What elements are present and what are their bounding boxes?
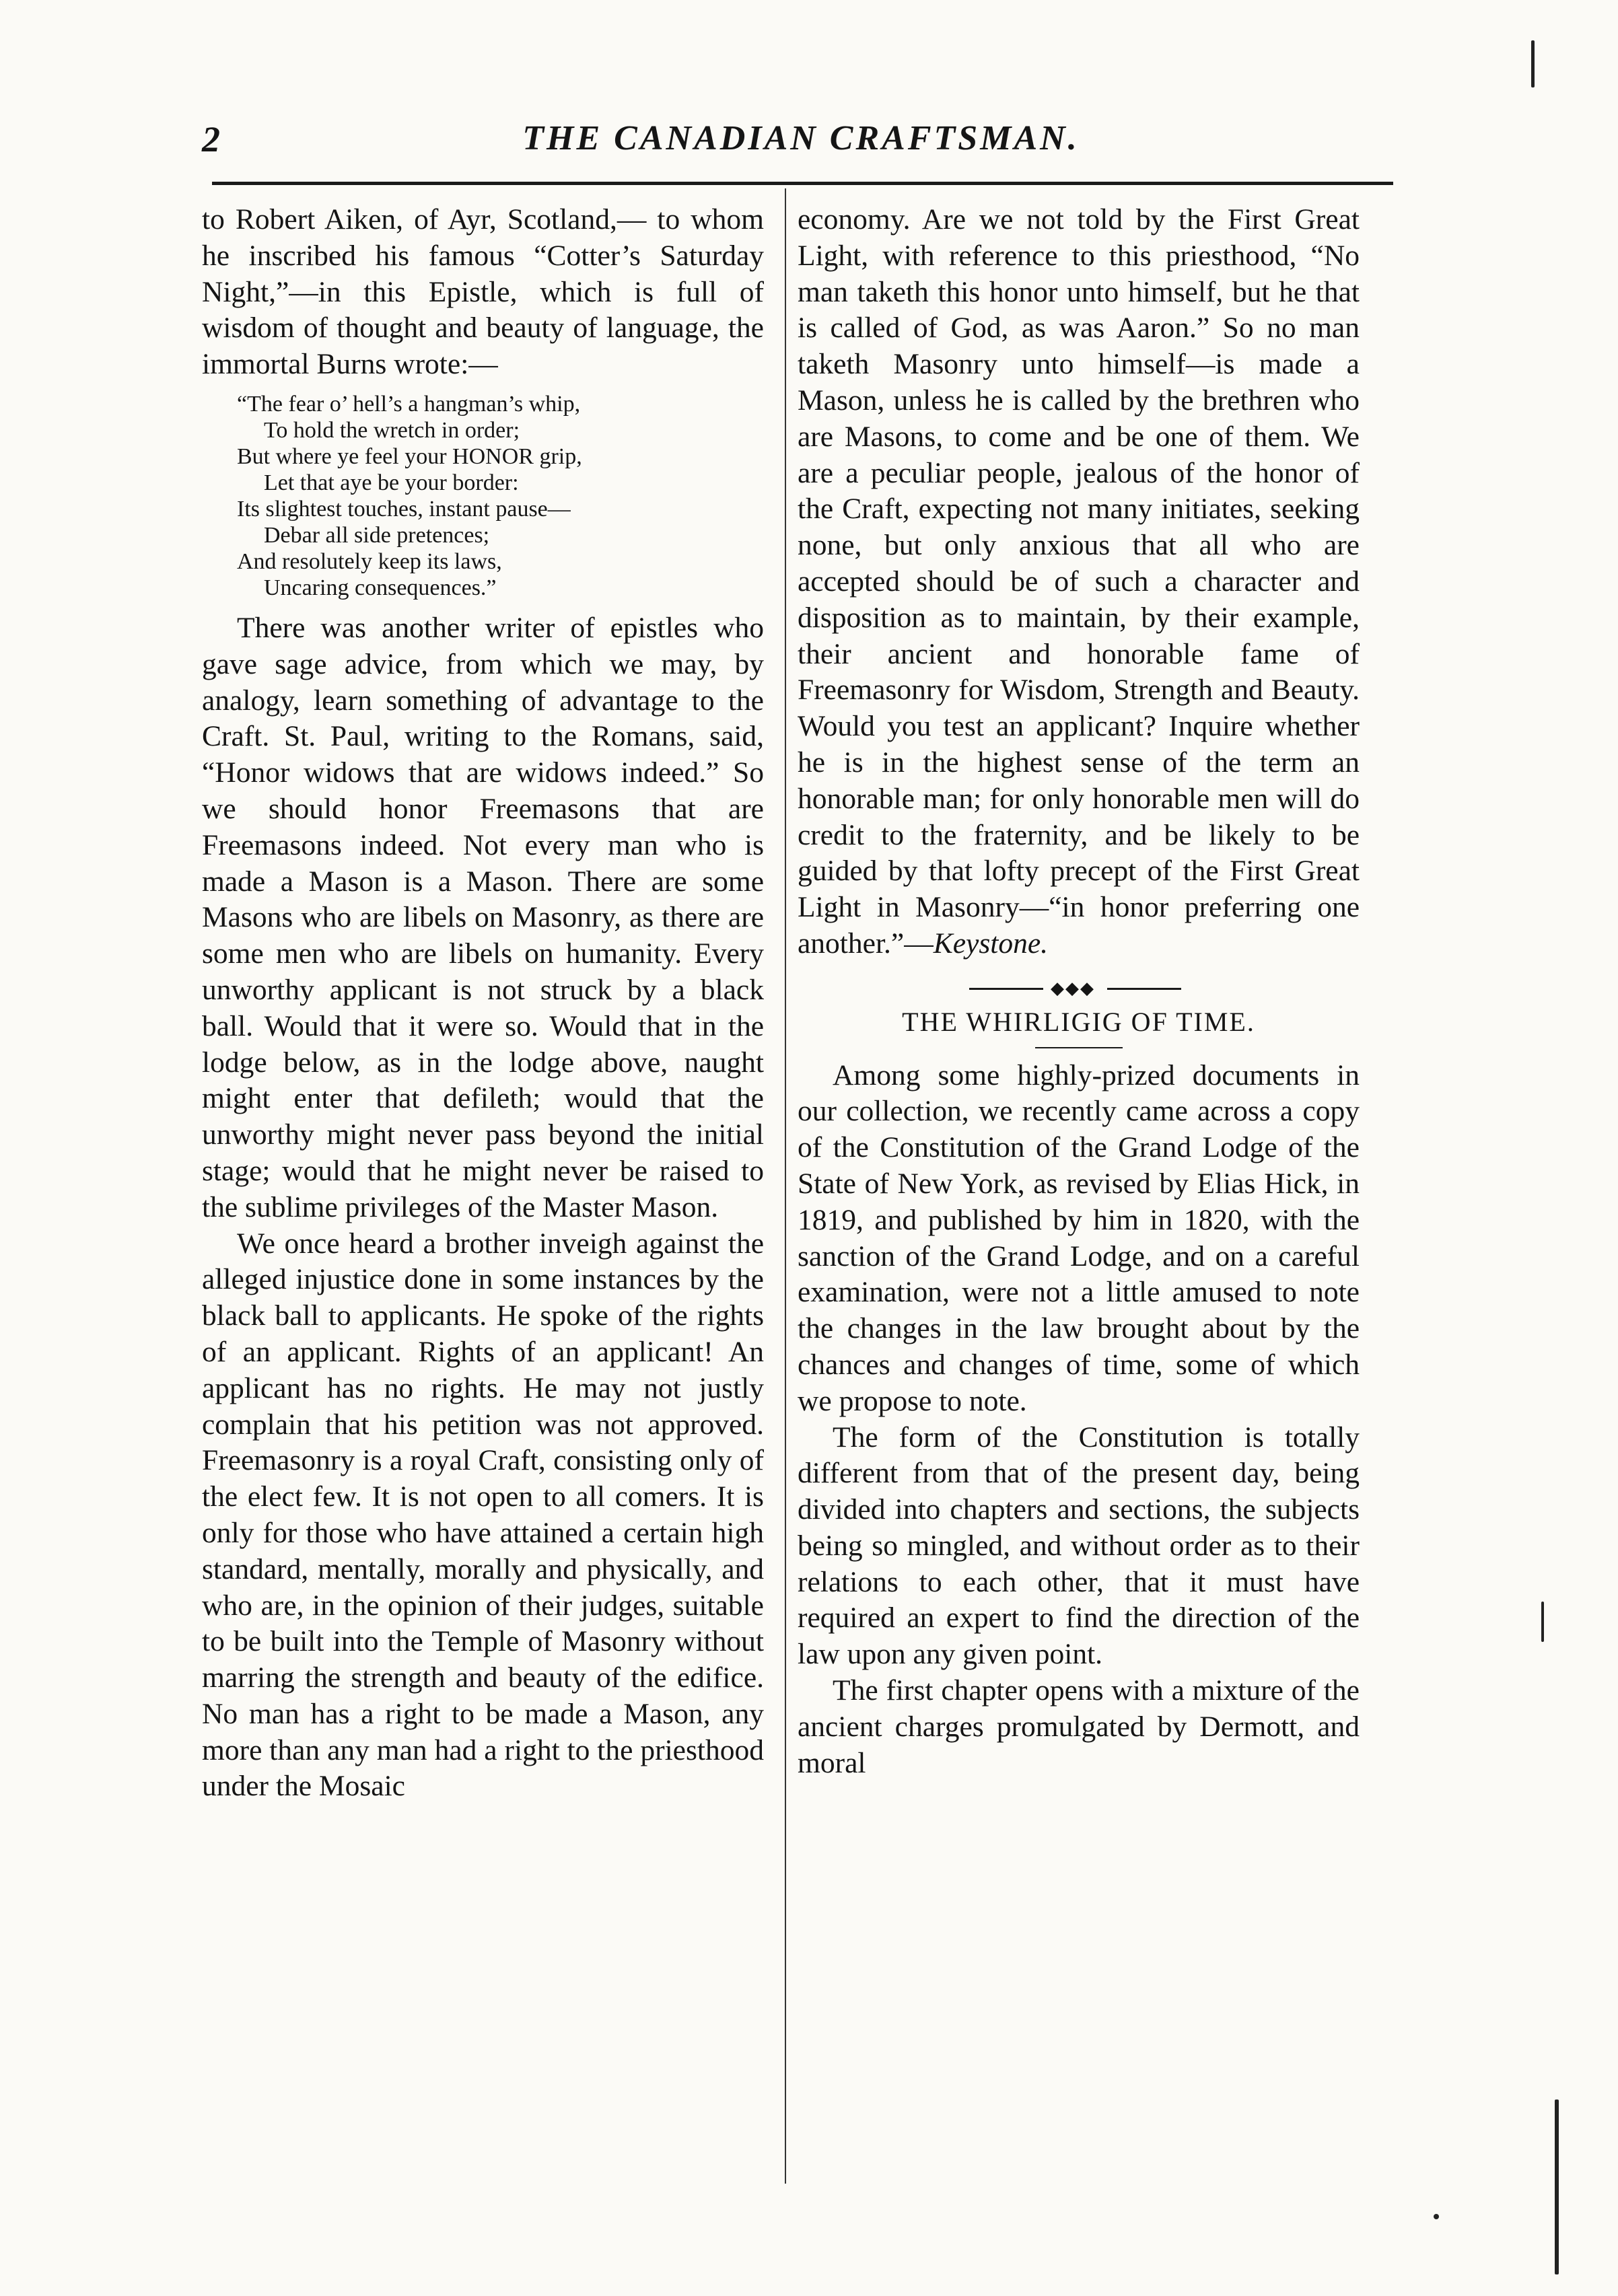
poem-line: And resolutely keep its laws, — [237, 548, 502, 574]
keystone-attribution: Keystone. — [933, 927, 1049, 960]
right-paragraph-3: The form of the Constitution is totally different from that of the present day, being divided into chapters and sections, the subjects being so mingled, and without order as to their relations to each other, that it must have required an expert to find the direction of the law upon any given point. — [798, 1421, 1360, 1671]
burns-poem — [237, 391, 764, 601]
poem-line: To hold the wretch in order; — [264, 417, 520, 443]
right-paragraph-2: Among some highly-prized documents in our collection, we recently came across a copy of the Constitution of the Grand Lodge of the State of New York, as revised by Elias Hick, in 1819, and published by him in 1820, with the sanction of the Grand Lodge, and on a careful examination, were not a little amused to note the changes in the law brought about by the chances and changes of time, some of which we propose to note. — [798, 1059, 1360, 1417]
left-paragraph-2: There was another writer of epistles who gave sage advice, from which we may, by analogy, learn something of advantage to the Craft. St. Paul, writing to the Romans, said, “Honor widows that are widows indeed.” So we should honor Freemasons that are Freemasons indeed. Not every man who is made a Mason is a Mason. There are some Masons who are libels on Masonry, as there are some men who are libels on humanity. Every unworthy applicant is not struck by a black ball. Would that it were so. Would that in the lodge below, as in the lodge above, naught might enter that defileth; would that the unworthy might never pass beyond the initial stage; would that he might never be raised to the sublime privileges of the Master Mason. — [202, 611, 764, 1223]
section-title: THE WHIRLIGIG OF TIME. — [902, 1006, 1255, 1037]
header-rule — [212, 182, 1393, 185]
ornament-rule-left — [969, 988, 1043, 990]
column-divider — [785, 188, 786, 2184]
right-paragraph-1 — [798, 202, 1360, 962]
left-paragraph-1: to Robert Aiken, of Ayr, Scotland,— to whom he inscribed his famous “Cotter’s Saturday Night,”—in this Epistle, which is full of wisdom of thought and beauty of language, the immortal Burns wrote:— — [202, 203, 764, 381]
margin-speck — [1541, 1602, 1544, 1642]
poem-line: Debar all side pretences; — [264, 522, 490, 548]
right-paragraph-1-text: economy. Are we not told by the First Great Light, with reference to this priesthood, “No man taketh this honor unto himself, but he that is called of God, as was Aaron.” So no man taketh Masonry unto himself—is made a Mason, unless he is called by the brethren who are Masons, to come and be one of them. We are a peculiar people, jealous of the honor of the Craft, expecting not many initiates, seeking none, but only anxious that all who are accepted should be of such a character and disposition as to maintain, by their example, their ancient and honorable fame of Freemasonry for Wisdom, Strength and Beauty. Would you test an applicant? Inquire whether he is in the highest sense of the term an honorable man; for only honorable men will do credit to the fraternity, and be likely to be guided by that lofty precept of the First Great Light in Masonry—“in honor preferring one another.”— — [798, 203, 1360, 960]
right-paragraph-4: The first chapter opens with a mixture of the ancient charges promulgated by Dermott, and moral — [798, 1674, 1360, 1779]
right-column — [798, 202, 1360, 1781]
page-header — [202, 118, 1400, 179]
poem-line: But where ye feel your HONOR grip, — [237, 443, 582, 469]
poem-line: Its slightest touches, instant pause— — [237, 496, 571, 522]
section-title-rule — [1035, 1047, 1123, 1048]
left-column — [202, 202, 764, 1805]
page-number: 2 — [202, 119, 220, 159]
poem-line: “The fear o’ hell’s a hangman’s whip, — [237, 391, 581, 417]
ornament-diamonds-icon: ◆◆◆ — [1051, 978, 1095, 998]
margin-speck — [1434, 2214, 1439, 2219]
poem-line: Uncaring consequences.” — [264, 575, 497, 600]
poem-line: Let that aye be your border: — [264, 470, 519, 495]
margin-speck — [1555, 2100, 1559, 2274]
margin-speck — [1531, 40, 1535, 87]
left-paragraph-3: We once heard a brother inveigh against the alleged injustice done in some instances by the black ball to applicants. He spoke of the rights of an applicant. Rights of an applicant! An applicant has no rights. He may not justly complain that his petition was not approved. Freemasonry is a royal Craft, consisting only of the elect few. It is not open to all comers. It is only for those who have attained a certain high standard, mentally, morally and physically, and who are, in the opinion of their judges, suitable to be built into the Temple of Masonry without marring the strength and beauty of the edifice. No man has a right to be made a Mason, any more than any man had a right to the priesthood under the Mosaic — [202, 1227, 764, 1803]
masthead-title: THE CANADIAN CRAFTSMAN. — [522, 119, 1080, 157]
ornament-rule-right — [1107, 988, 1181, 990]
section-ornament — [798, 978, 1360, 999]
